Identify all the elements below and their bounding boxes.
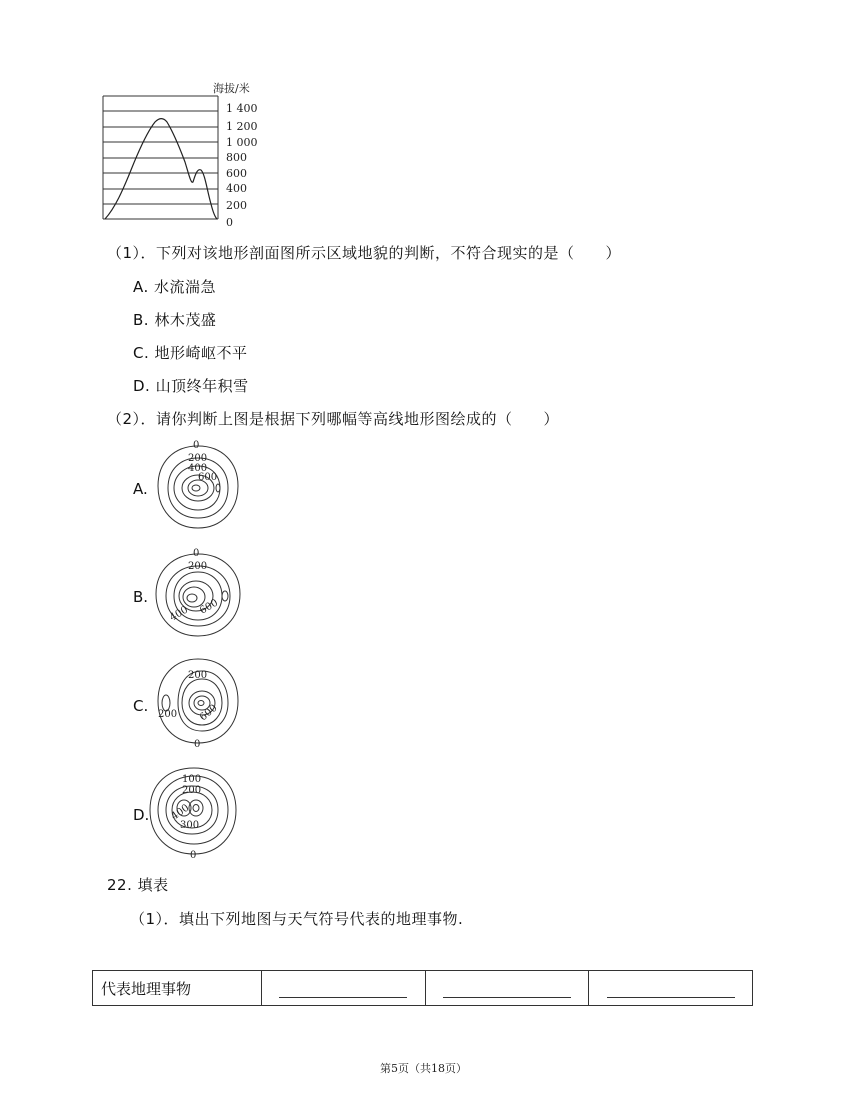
q2-stem: （2）．请你判断上图是根据下列哪幅等高线地形图绘成的（ ） <box>107 410 560 428</box>
profile-ylabel: 海拔/米 <box>213 82 250 95</box>
contour-label: 600 <box>198 472 218 483</box>
contour-label: 200 <box>188 453 208 464</box>
q2-option-d-label[interactable]: D. <box>133 806 150 824</box>
answer-cell-2[interactable] <box>425 971 589 1006</box>
answer-blank[interactable] <box>279 979 407 998</box>
contour-map-d[interactable] <box>146 764 242 860</box>
tick-label: 1 000 <box>226 136 258 149</box>
contour-label: 200 <box>158 709 178 720</box>
contour-label: 600 <box>198 597 221 617</box>
tick-label: 800 <box>226 151 247 164</box>
tick-label: 1 200 <box>226 120 258 133</box>
contour-label: 100 <box>182 774 202 785</box>
contour-label: 0 <box>190 850 197 860</box>
tick-label: 400 <box>226 182 247 195</box>
tick-label: 200 <box>226 199 247 212</box>
answer-blank[interactable] <box>443 979 571 998</box>
q1-option-d[interactable]: D. 山顶终年积雪 <box>133 377 249 395</box>
contour-label: 0 <box>194 739 201 749</box>
contour-label: 600 <box>197 702 220 724</box>
contour-label: 400 <box>188 463 208 474</box>
q2-option-b-label[interactable]: B. <box>133 588 149 606</box>
answer-table <box>92 970 753 1006</box>
page-footer: 第5页（共18页） <box>380 1062 467 1075</box>
q1-option-a[interactable]: A. 水流湍急 <box>133 278 217 296</box>
q1-stem: （1）．下列对该地形剖面图所示区域地貌的判断，不符合现实的是（ ） <box>107 244 622 262</box>
tick-label: 1 400 <box>226 102 258 115</box>
elevation-profile-chart <box>95 80 265 232</box>
profile-grid <box>103 96 218 219</box>
q1-option-c[interactable]: C. 地形崎岖不平 <box>133 344 248 362</box>
contour-label: 200 <box>188 670 208 681</box>
answer-blank[interactable] <box>607 979 735 998</box>
q22-sub: （1）．填出下列地图与天气符号代表的地理事物. <box>130 910 464 928</box>
contour-map-a[interactable] <box>152 440 244 534</box>
contour-label: 300 <box>180 820 200 831</box>
contour-label: 400 <box>168 604 191 624</box>
answer-cell-1[interactable] <box>261 971 425 1006</box>
q22-title: 22. 填表 <box>107 876 169 894</box>
tick-label: 600 <box>226 167 247 180</box>
q1-option-b[interactable]: B. 林木茂盛 <box>133 311 217 329</box>
table-row-label: 代表地理事物 <box>93 971 262 1006</box>
answer-cell-3[interactable] <box>589 971 753 1006</box>
q2-option-a-label[interactable]: A. <box>133 480 148 498</box>
contour-label: 200 <box>182 785 202 796</box>
table-row <box>93 971 753 1006</box>
contour-label: 400 <box>169 802 192 823</box>
q2-option-c-label[interactable]: C. <box>133 697 149 715</box>
contour-map-b[interactable] <box>152 548 244 642</box>
contour-label: 0 <box>193 548 200 559</box>
tick-label: 0 <box>226 216 233 229</box>
contour-map-c[interactable] <box>152 655 244 749</box>
contour-label: 200 <box>188 561 208 572</box>
contour-label: 0 <box>193 440 200 451</box>
